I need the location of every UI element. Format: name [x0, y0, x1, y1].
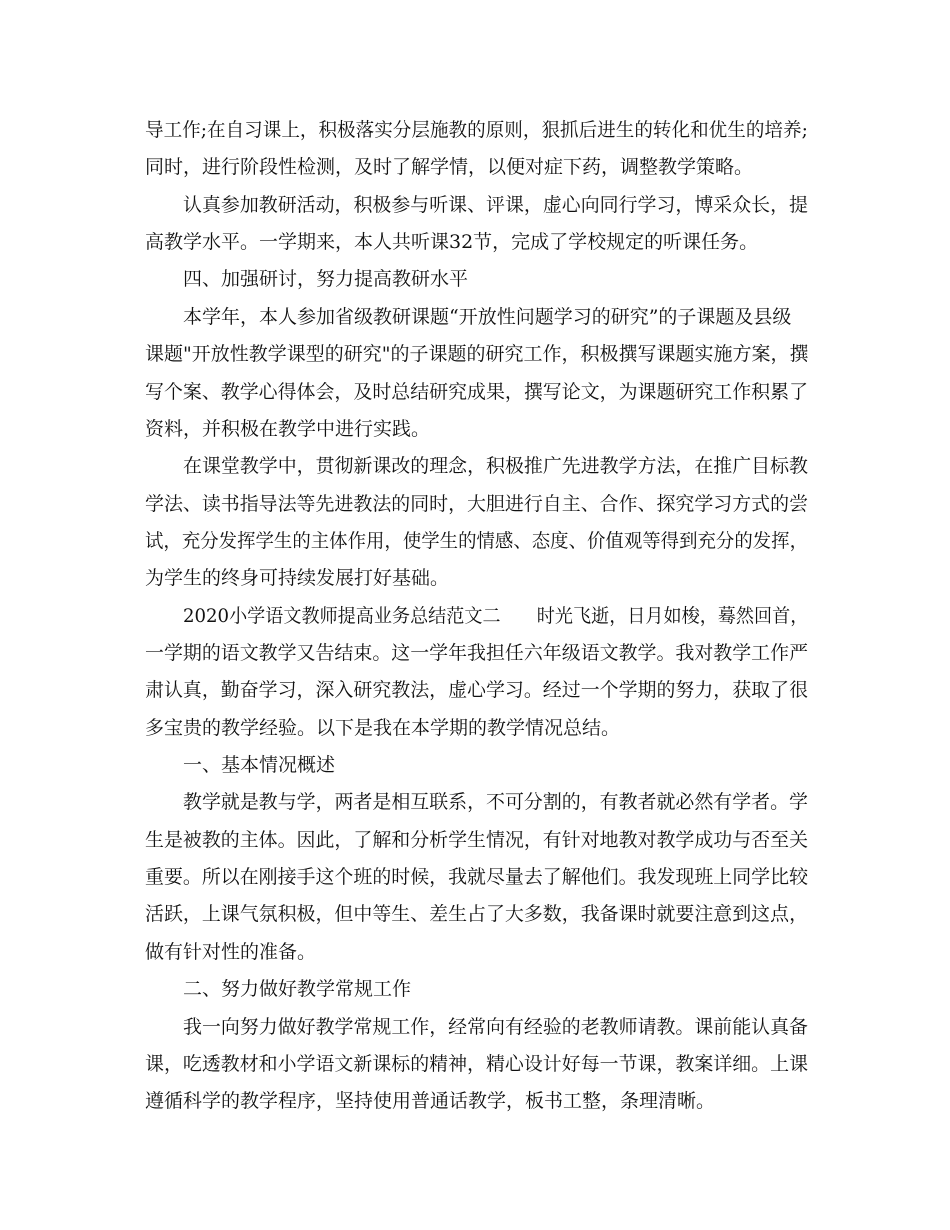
text-line: 重要。所以在刚接手这个班的时候，我就尽量去了解他们。我发现班上同学比较 — [145, 866, 809, 888]
text-line: 课题"开放性教学课型的研究"的子课题的研究工作，积极撰写课题实施方案，撰 — [145, 343, 809, 365]
text-line: 在课堂教学中，贯彻新课改的理念，积极推广先进教学方法，在推广目标教 — [183, 455, 809, 477]
text-line: 活跃，上课气氛积极，但中等生、差生占了大多数，我备课时就要注意到这点， — [145, 903, 809, 925]
text-line: 做有针对性的准备。 — [145, 941, 317, 963]
text-line: 学法、读书指导法等先进教法的同时，大胆进行自主、合作、探究学习方式的尝 — [145, 493, 809, 515]
section-heading: 四、加强研讨，努力提高教研水平 — [183, 268, 469, 290]
text-line: 写个案、教学心得体会，及时总结研究成果，撰写论文，为课题研究工作积累了 — [145, 381, 809, 403]
text-line: 生是被教的主体。因此，了解和分析学生情况，有针对地教对教学成功与否至关 — [145, 829, 809, 851]
text-line: 高教学水平。一学期来，本人共听课32节，完成了学校规定的听课任务。 — [145, 231, 759, 253]
text-line: 课，吃透教材和小学语文新课标的精神，精心设计好每一节课，教案详细。上课 — [145, 1053, 809, 1075]
text-line: 资料，并积极在教学中进行实践。 — [145, 418, 431, 440]
text-line: 试，充分发挥学生的主体作用，使学生的情感、态度、价值观等得到充分的发挥， — [145, 530, 809, 552]
section-heading: 二、努力做好教学常规工作 — [183, 978, 412, 1000]
text-line: 遵循科学的教学程序，坚持使用普通话教学，板书工整，条理清晰。 — [145, 1090, 716, 1112]
text-line: 2020小学语文教师提高业务总结范文二 时光飞逝，日月如梭，蓦然回首， — [183, 605, 809, 627]
section-heading: 一、基本情况概述 — [183, 754, 336, 776]
text-line: 认真参加教研活动，积极参与听课、评课，虚心向同行学习，博采众长，提 — [183, 194, 809, 216]
text-line: 教学就是教与学，两者是相互联系，不可分割的，有教者就必然有学者。学 — [183, 791, 809, 813]
text-line: 导工作;在自习课上，积极落实分层施教的原则，狠抓后进生的转化和优生的培养; — [145, 119, 808, 141]
text-line: 为学生的终身可持续发展打好基础。 — [145, 567, 450, 589]
text-line: 同时，进行阶段性检测，及时了解学情，以便对症下药，调整教学策略。 — [145, 156, 754, 178]
text-line: 多宝贵的教学经验。以下是我在本学期的教学情况总结。 — [145, 717, 621, 739]
text-line: 本学年，本人参加省级教研课题“开放性问题学习的研究”的子课题及县级 — [183, 306, 792, 328]
text-line: 我一向努力做好教学常规工作，经常向有经验的老教师请教。课前能认真备 — [183, 1016, 809, 1038]
text-line: 一学期的语文教学又告结束。这一学年我担任六年级语文教学。我对教学工作严 — [145, 642, 809, 664]
text-line: 肃认真，勤奋学习，深入研究教法，虚心学习。经过一个学期的努力，获取了很 — [145, 679, 809, 701]
